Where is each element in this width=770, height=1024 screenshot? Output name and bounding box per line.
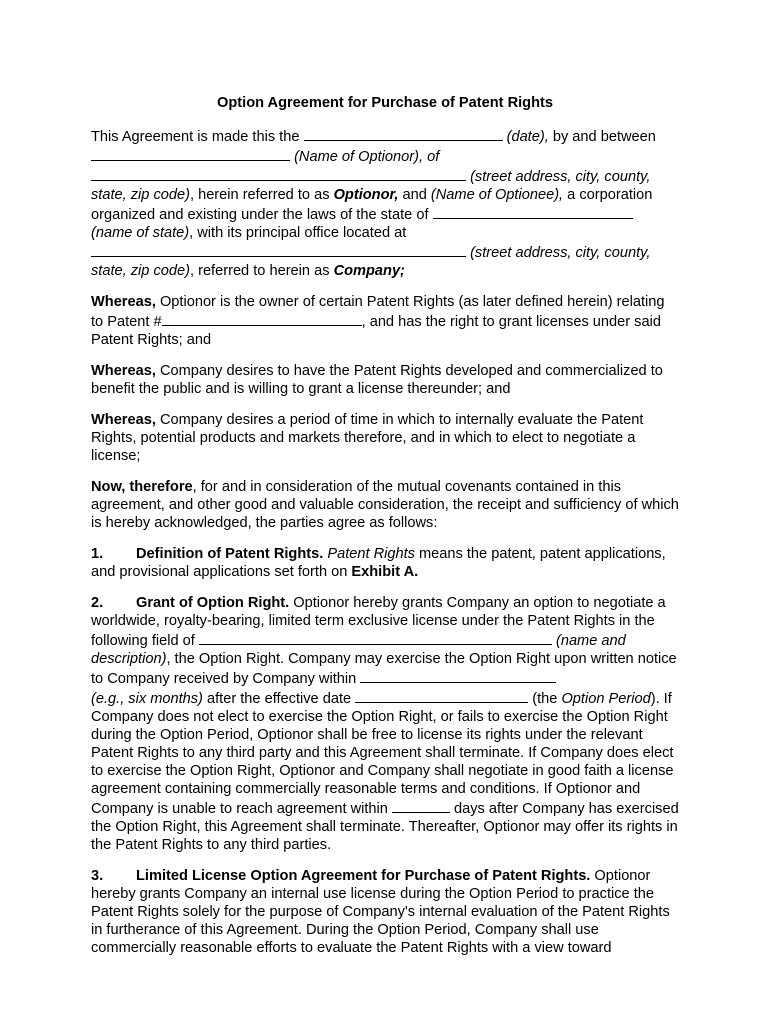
- intro-text: a corporation organized and existing under the laws of the state of: [91, 187, 653, 223]
- whereas-paragraph-2: [91, 362, 679, 398]
- document-title: Option Agreement for Purchase of Patent Rights: [217, 95, 553, 111]
- section-number: 2.: [91, 595, 104, 611]
- state-blank[interactable]: [433, 204, 633, 219]
- whereas-lead: Whereas,: [91, 412, 156, 428]
- whereas-text: , and has the right to grant licenses under said Patent Rights; and: [91, 314, 661, 348]
- intro-text: by and between: [548, 129, 656, 145]
- whereas-lead: Whereas,: [91, 294, 156, 310]
- address-label: state, zip code): [91, 263, 190, 279]
- state-label: (name of state): [91, 225, 190, 241]
- field-blank[interactable]: [199, 630, 552, 645]
- company-term: Company;: [333, 263, 405, 279]
- whereas-text: Optionor is the owner of certain Patent Rights (as later defined herein) relating to Patent #: [91, 294, 665, 330]
- address-label: state, zip code): [91, 187, 190, 203]
- company-address-blank[interactable]: [91, 242, 466, 257]
- section-text: means the patent, patent applications, and provisional applications set forth on: [91, 546, 666, 580]
- whereas-lead: Whereas,: [91, 363, 156, 379]
- now-therefore-text: , for and in consideration of the mutual covenants contained in this agreement, and other good and valuable consideration, the receipt and sufficiency of which is hereby acknowledged, the parties agree as follows:: [91, 479, 679, 531]
- now-therefore-paragraph: [91, 478, 679, 532]
- optionor-term: Optionor,: [333, 187, 399, 203]
- section-number: 3.: [91, 868, 104, 884]
- exhibit-reference: Exhibit A.: [351, 564, 419, 580]
- section-text: days after Company has exercised the Option Right, this Agreement shall terminate. Thereafter, Optionor may offer its rights in the Patent Rights to any third parties.: [91, 801, 679, 853]
- days-blank[interactable]: [392, 798, 450, 813]
- notice-period-blank[interactable]: [360, 668, 556, 683]
- intro-paragraph: [91, 126, 679, 280]
- optionee-name-label: (Name of Optionee),: [430, 187, 564, 203]
- section-2: [91, 594, 679, 854]
- period-label: (e.g., six months): [91, 691, 203, 707]
- section-text: after the effective date: [202, 691, 356, 707]
- address-label: (street address, city, county,: [470, 245, 651, 261]
- patent-number-blank[interactable]: [162, 311, 362, 326]
- whereas-paragraph-1: [91, 293, 679, 349]
- section-3: [91, 867, 679, 957]
- section-heading: Grant of Option Right.: [136, 595, 290, 611]
- section-text: , the Option Right. Company may exercise the Option Right upon written notice to Company received by Company within: [91, 651, 677, 687]
- section-text: Optionor hereby grants Company an option to negotiate a worldwide, royalty-bearing, limited term exclusive license under the Patent Rights in the following field of: [91, 595, 666, 649]
- whereas-paragraph-3: [91, 411, 679, 465]
- now-therefore-lead: Now, therefore: [91, 479, 193, 495]
- intro-text: and: [398, 187, 431, 203]
- date-blank[interactable]: [304, 126, 503, 141]
- field-label: (name and description): [91, 633, 626, 667]
- intro-text: , with its principal office located at: [189, 225, 407, 241]
- intro-text: , referred to herein as: [189, 263, 334, 279]
- whereas-text: Company desires a period of time in which to internally evaluate the Patent Rights, potential products and markets therefore, and in which to elect to negotiate a license;: [91, 412, 644, 464]
- intro-text: This Agreement is made this the: [91, 129, 304, 145]
- section-text: Optionor hereby grants Company an internal use license during the Option Period to practice the Patent Rights solely for the purpose of Company's internal evaluation of the Patent Rights in furtherance of this Agreement. During the Option Period, Company shall use commercially reasonable efforts to evaluate the Patent Rights with a view toward: [91, 868, 670, 956]
- section-text: (the: [528, 691, 562, 707]
- option-period-term: Option Period: [561, 691, 651, 707]
- section-number: 1.: [91, 546, 104, 562]
- section-heading: Limited License Option Agreement for Purchase of Patent Rights.: [136, 868, 591, 884]
- optionor-name-blank[interactable]: [91, 146, 290, 161]
- section-heading: Definition of Patent Rights.: [136, 546, 324, 562]
- patent-rights-term: Patent Rights: [327, 546, 415, 562]
- section-text: ). If Company does not elect to exercise the Option Right, or fails to exercise the Option Right during the Option Period, Optionor shall be free to license its rights under the relevant Patent Rights to any third party and this Agreement shall terminate. If Company does elect to exercise the Option Right, Optionor and Company shall negotiate in good faith a license agreement containing commercially reasonable terms and conditions. If Optionor and Company is unable to reach agreement within: [91, 691, 674, 817]
- optionor-address-blank[interactable]: [91, 166, 466, 181]
- address-label: (street address, city, county,: [470, 169, 651, 185]
- whereas-text: Company desires to have the Patent Rights developed and commercialized to benefit the public and is willing to grant a license thereunder; and: [91, 363, 663, 397]
- section-1: [91, 545, 679, 581]
- effective-date-blank[interactable]: [355, 688, 528, 703]
- intro-text: , herein referred to as: [189, 187, 334, 203]
- date-label: (date),: [506, 129, 549, 145]
- optionor-name-label: (Name of Optionor), of: [294, 149, 440, 165]
